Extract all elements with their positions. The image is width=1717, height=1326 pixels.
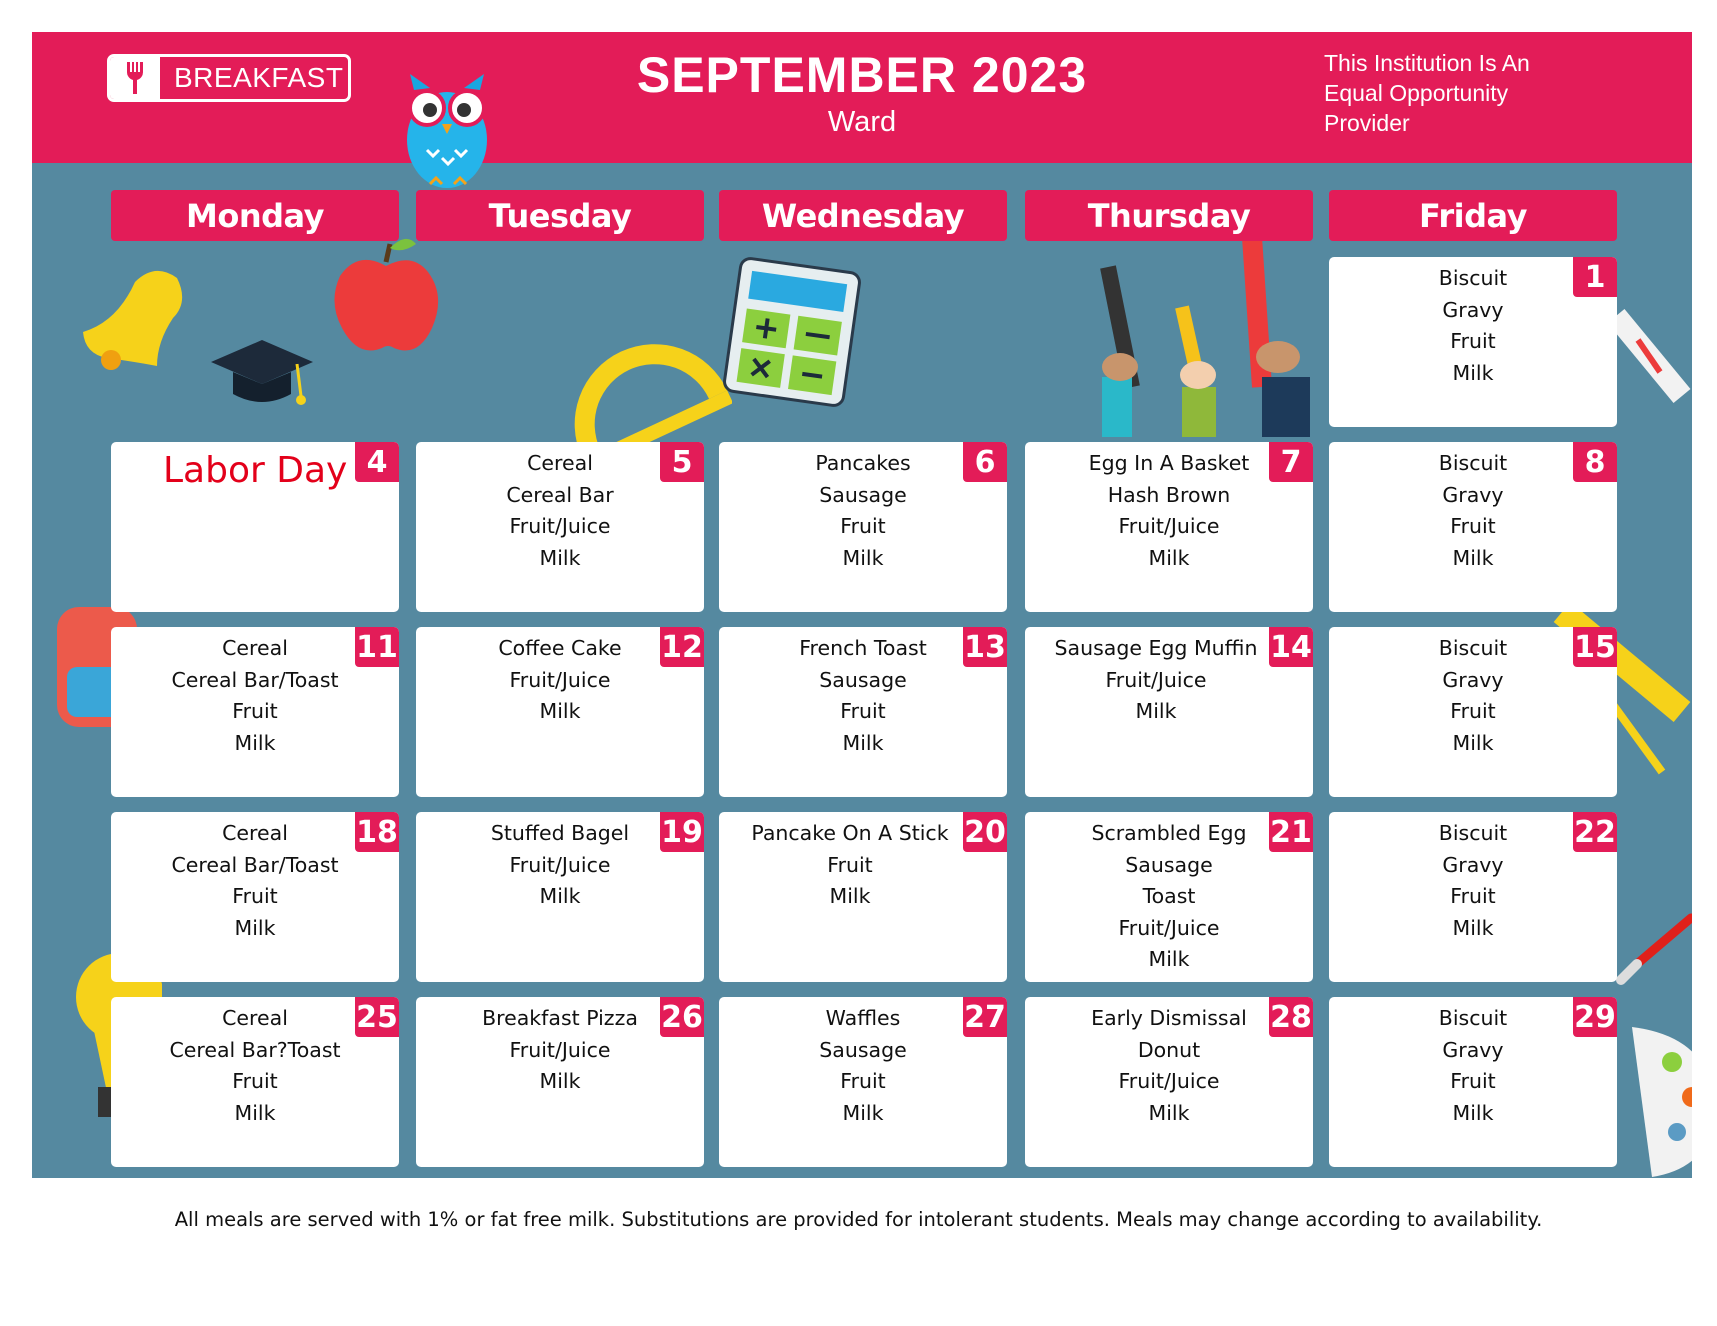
menu-item: Fruit bbox=[1450, 514, 1496, 538]
menu-item: Fruit bbox=[840, 699, 886, 723]
menu-item: Milk bbox=[1148, 1100, 1190, 1125]
menu-item: Waffles bbox=[825, 1006, 901, 1030]
date-number: 8 bbox=[1573, 442, 1617, 482]
date-number: 26 bbox=[660, 997, 704, 1037]
page-title: SEPTEMBER 2023 bbox=[636, 47, 1088, 103]
menu-item: Milk bbox=[1452, 730, 1494, 755]
equal-opportunity-notice bbox=[1324, 48, 1654, 138]
date-number: 28 bbox=[1269, 997, 1313, 1037]
date-number: 13 bbox=[963, 627, 1007, 667]
menu-item: Sausage bbox=[819, 1037, 907, 1062]
day-cell-29 bbox=[1329, 997, 1617, 1167]
day-header-thursday: Thursday bbox=[1025, 190, 1313, 241]
menu-item: Fruit bbox=[1450, 699, 1496, 723]
day-cell-27 bbox=[719, 997, 1007, 1167]
menu-item: Fruit bbox=[232, 1069, 278, 1093]
day-cell-5 bbox=[416, 442, 704, 612]
menu-item: Early Dismissal bbox=[1091, 1006, 1247, 1030]
day-header-wednesday: Wednesday bbox=[719, 190, 1007, 241]
menu-items bbox=[1025, 448, 1313, 574]
menu-item: Biscuit bbox=[1438, 266, 1508, 290]
paintbrush-icon bbox=[1607, 912, 1692, 992]
menu-item: Fruit bbox=[232, 699, 278, 723]
menu-item: Coffee Cake bbox=[498, 636, 622, 660]
menu-item: Milk bbox=[234, 730, 276, 755]
palette-icon bbox=[1622, 1017, 1692, 1178]
menu-item: Pancakes bbox=[815, 451, 911, 475]
menu-item: Milk bbox=[234, 1100, 276, 1125]
menu-item: Hash Brown bbox=[1107, 482, 1231, 507]
menu-items bbox=[719, 818, 981, 913]
day-cell-1 bbox=[1329, 257, 1617, 427]
menu-item: Sausage bbox=[819, 667, 907, 692]
menu-items bbox=[719, 633, 1007, 759]
day-cell-4 bbox=[111, 442, 399, 612]
header-banner bbox=[32, 32, 1692, 163]
menu-item: Biscuit bbox=[1438, 451, 1508, 475]
date-number: 14 bbox=[1269, 627, 1313, 667]
graduation-cap-icon bbox=[207, 332, 317, 412]
date-number: 15 bbox=[1573, 627, 1617, 667]
date-number: 22 bbox=[1573, 812, 1617, 852]
holiday-label: Labor Day bbox=[163, 450, 348, 491]
menu-item: Gravy bbox=[1442, 852, 1504, 877]
day-cell-22 bbox=[1329, 812, 1617, 982]
menu-item: Milk bbox=[1135, 699, 1177, 723]
menu-item: Sausage Egg Muffin bbox=[1054, 636, 1258, 660]
school-name: Ward bbox=[827, 106, 897, 138]
menu-item: Milk bbox=[539, 884, 581, 908]
day-cell-21 bbox=[1025, 812, 1313, 982]
menu-item: Pancake On A Stick bbox=[751, 821, 949, 845]
day-cell-12 bbox=[416, 627, 704, 797]
day-header-tuesday: Tuesday bbox=[416, 190, 704, 241]
menu-item: Cereal bbox=[222, 1006, 288, 1030]
menu-items bbox=[111, 1003, 399, 1129]
logo-label: BREAKFAST bbox=[174, 62, 344, 93]
day-cell-28 bbox=[1025, 997, 1313, 1167]
menu-item: Cereal bbox=[222, 636, 288, 660]
menu-item: Gravy bbox=[1442, 482, 1504, 507]
calculator-icon bbox=[722, 257, 862, 407]
menu-item: Milk bbox=[1148, 545, 1190, 570]
menu-item: Milk bbox=[234, 915, 276, 940]
day-cell-6 bbox=[719, 442, 1007, 612]
menu-item: Milk bbox=[539, 1069, 581, 1093]
menu-items bbox=[1329, 1003, 1617, 1129]
menu-item: Breakfast Pizza bbox=[482, 1006, 638, 1030]
day-cell-14 bbox=[1025, 627, 1313, 797]
menu-items bbox=[1025, 818, 1313, 976]
menu-item: Cereal Bar/Toast bbox=[171, 667, 339, 692]
menu-items bbox=[416, 1003, 704, 1098]
menu-item: Milk bbox=[842, 545, 884, 570]
menu-item: Fruit bbox=[1450, 884, 1496, 908]
date-number: 5 bbox=[660, 442, 704, 482]
date-number: 4 bbox=[355, 442, 399, 482]
notice-line: This Institution Is An bbox=[1324, 50, 1530, 76]
menu-item: Sausage bbox=[819, 482, 907, 507]
menu-item: Sausage bbox=[1125, 852, 1213, 877]
menu-items bbox=[1329, 448, 1617, 574]
menu-items bbox=[416, 448, 704, 574]
date-number: 27 bbox=[963, 997, 1007, 1037]
day-cell-18 bbox=[111, 812, 399, 982]
menu-items bbox=[1329, 263, 1617, 389]
menu-item: Donut bbox=[1137, 1037, 1201, 1062]
menu-item: Scrambled Egg bbox=[1091, 821, 1247, 845]
menu-item: Cereal Bar/Toast bbox=[171, 852, 339, 877]
menu-item: Fruit/Juice bbox=[1118, 1069, 1220, 1093]
protractor-icon bbox=[552, 317, 732, 447]
menu-items bbox=[719, 448, 1007, 574]
menu-item: Fruit bbox=[840, 1069, 886, 1093]
date-number: 25 bbox=[355, 997, 399, 1037]
menu-items bbox=[1025, 633, 1287, 728]
menu-item: Gravy bbox=[1442, 297, 1504, 322]
menu-item: Milk bbox=[842, 1100, 884, 1125]
menu-item: Biscuit bbox=[1438, 636, 1508, 660]
date-number: 12 bbox=[660, 627, 704, 667]
menu-items bbox=[416, 818, 704, 913]
menu-item: Fruit/Juice bbox=[1105, 667, 1207, 692]
apple-icon bbox=[328, 232, 448, 362]
menu-item: Stuffed Bagel bbox=[490, 821, 630, 845]
menu-item: Fruit bbox=[1450, 329, 1496, 353]
menu-item: Fruit/Juice bbox=[509, 1037, 611, 1062]
menu-item: Gravy bbox=[1442, 667, 1504, 692]
date-number: 7 bbox=[1269, 442, 1313, 482]
menu-items bbox=[416, 633, 704, 728]
day-cell-19 bbox=[416, 812, 704, 982]
day-header-friday: Friday bbox=[1329, 190, 1617, 241]
owl-icon bbox=[392, 70, 502, 190]
footnote: All meals are served with 1% or fat free milk. Substitutions are provided for intolerant students. Meals may change according to availability. bbox=[174, 1208, 1543, 1231]
notice-line: Equal Opportunity bbox=[1324, 80, 1509, 106]
date-number: 21 bbox=[1269, 812, 1313, 852]
date-number: 19 bbox=[660, 812, 704, 852]
menu-item: Egg In A Basket bbox=[1088, 451, 1250, 475]
date-number: 11 bbox=[355, 627, 399, 667]
date-number: 20 bbox=[963, 812, 1007, 852]
menu-item: Fruit/Juice bbox=[1118, 514, 1220, 538]
menu-item: Milk bbox=[1452, 545, 1494, 570]
menu-item: Cereal bbox=[527, 451, 593, 475]
breakfast-logo bbox=[107, 54, 351, 102]
menu-item: Fruit bbox=[840, 514, 886, 538]
day-cell-25 bbox=[111, 997, 399, 1167]
day-cell-20 bbox=[719, 812, 1007, 982]
day-cell-11 bbox=[111, 627, 399, 797]
pencils-icon bbox=[1072, 207, 1332, 437]
menu-item: French Toast bbox=[799, 636, 927, 660]
menu-item: Milk bbox=[1148, 947, 1190, 971]
day-cell-8 bbox=[1329, 442, 1617, 612]
date-number: 29 bbox=[1573, 997, 1617, 1037]
menu-item: Milk bbox=[829, 884, 871, 908]
menu-item: Milk bbox=[1452, 1100, 1494, 1125]
calendar-board bbox=[32, 32, 1692, 1178]
menu-item: Milk bbox=[539, 699, 581, 723]
menu-item: Fruit bbox=[1450, 1069, 1496, 1093]
menu-item: Milk bbox=[539, 545, 581, 570]
menu-item: Gravy bbox=[1442, 1037, 1504, 1062]
menu-item: Fruit/Juice bbox=[509, 852, 611, 877]
menu-item: Biscuit bbox=[1438, 1006, 1508, 1030]
day-cell-7 bbox=[1025, 442, 1313, 612]
menu-item: Milk bbox=[1452, 915, 1494, 940]
menu-item: Biscuit bbox=[1438, 821, 1508, 845]
date-number: 6 bbox=[963, 442, 1007, 482]
menu-item: Milk bbox=[842, 730, 884, 755]
menu-items bbox=[1025, 1003, 1313, 1129]
menu-item: Fruit/Juice bbox=[509, 514, 611, 538]
day-cell-26 bbox=[416, 997, 704, 1167]
day-header-monday: Monday bbox=[111, 190, 399, 241]
day-cell-15 bbox=[1329, 627, 1617, 797]
menu-item: Cereal bbox=[222, 821, 288, 845]
notice-line: Provider bbox=[1324, 110, 1410, 136]
menu-item: Fruit bbox=[232, 884, 278, 908]
fork-icon bbox=[110, 57, 160, 99]
menu-item: Fruit/Juice bbox=[1118, 915, 1220, 940]
menu-items bbox=[719, 1003, 1007, 1129]
date-number: 1 bbox=[1573, 257, 1617, 297]
menu-items bbox=[111, 818, 399, 944]
menu-item: Fruit bbox=[827, 852, 873, 877]
menu-items bbox=[111, 633, 399, 759]
menu-item: Fruit/Juice bbox=[509, 667, 611, 692]
menu-item: Milk bbox=[1452, 360, 1494, 385]
date-number: 18 bbox=[355, 812, 399, 852]
menu-items bbox=[1329, 633, 1617, 759]
day-cell-13 bbox=[719, 627, 1007, 797]
menu-item: Cereal Bar?Toast bbox=[169, 1037, 341, 1062]
menu-item: Cereal Bar bbox=[506, 482, 614, 507]
menu-items bbox=[1329, 818, 1617, 944]
bell-icon bbox=[77, 262, 197, 372]
menu-item: Toast bbox=[1142, 884, 1196, 908]
